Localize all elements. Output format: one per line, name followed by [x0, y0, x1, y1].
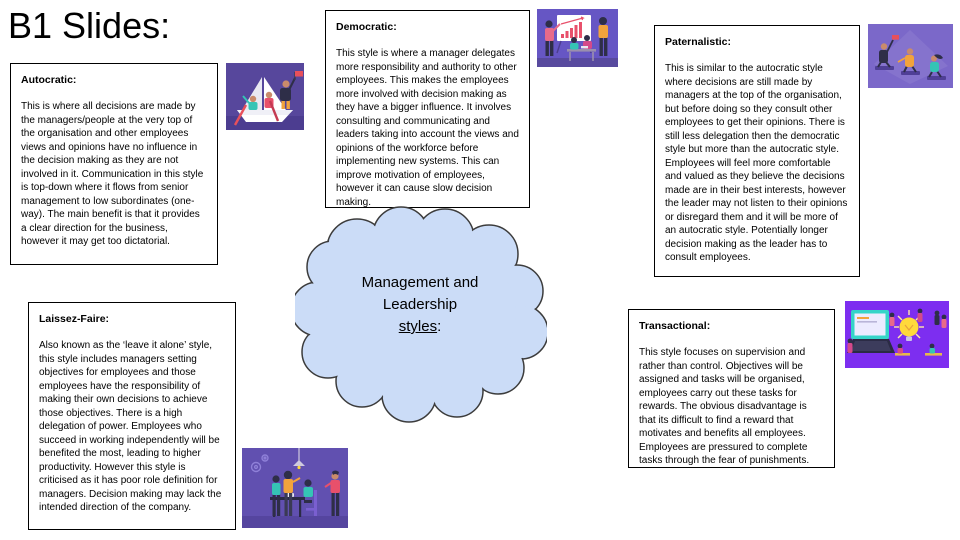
cloud-title-line1: Management and: [361, 274, 479, 291]
textbox-paternalistic[interactable]: [654, 25, 860, 277]
textbox-autocratic-body: This is where all decisions are made by the managers/people at the very top of the organisation and other employees views and opinions have no influence in the decision making as they are not involved in it. Communication in this style is top-down where it flows from senior management to low subordinates (one-way). The main benefit is that it provides a clear direction for the business, however it may get too dictatorial.: [21, 101, 204, 248]
textbox-democratic-body: This style is where a manager delegates more responsibility and authority to other employees. This makes the employees more involved with decision making as they have a bigger influence. It involves consulting and communicating and leaders taking into account the views and opinions of the workforce before implementing new systems. This can improve motivation of employees, however it can cause slow decision making.: [336, 48, 519, 208]
floor: [537, 58, 618, 67]
page-title: B1 Slides:: [8, 5, 171, 46]
cloud-title-line2: Leadership: [382, 296, 458, 313]
textbox-paternalistic-title: Paternalistic:: [665, 36, 731, 48]
team-meeting-illustration[interactable]: [242, 448, 348, 528]
cloud-title-underlined: styles: [398, 318, 438, 335]
leaders-on-podiums-illustration[interactable]: [868, 24, 953, 88]
textbox-laissez-faire[interactable]: [28, 302, 236, 530]
textbox-paternalistic-body: This is similar to the autocratic style where decisions are still made by managers at the top of the organisation, but before doing so they consult other employees to get their opinions. There is still less delegation then the democratic style but more than the autocratic style. Employees will feel more comfortable and valued as they believe the decisions made are in their best interests, however the leader may not listen to their opinions or disregard them and it will be more of an autocratic style. Potentially longer decision making as the leader has to consult employees.: [665, 63, 848, 264]
team-presentation-illustration[interactable]: [537, 9, 618, 67]
textbox-laissez-faire-title: Laissez-Faire:: [39, 313, 110, 325]
cloud-title-line3: [320, 316, 520, 338]
red-flag-icon: [295, 71, 303, 77]
textbox-democratic-title: Democratic:: [336, 21, 397, 33]
paper-boat-illustration[interactable]: [226, 63, 304, 130]
textbox-transactional-body: This style focuses on supervision and rather than control. Objectives will be assigned and tasks will be organised, employees carry out these tasks for rewards. The obvious disadvantage is that its difficult to find a reward that motivates and benefits all employees. Employees are pressured to complete tasks through the fear of punishments.: [639, 347, 810, 467]
floor: [242, 516, 348, 528]
cloud-title: [320, 272, 520, 338]
textbox-transactional[interactable]: [628, 309, 835, 468]
textbox-autocratic-title: Autocratic:: [21, 74, 77, 86]
laptop-icon: [847, 310, 895, 353]
textbox-autocratic[interactable]: [10, 63, 218, 265]
red-flag-icon: [892, 35, 899, 40]
collaboration-idea-illustration[interactable]: [845, 301, 949, 368]
cloud-title-colon: :: [437, 318, 442, 335]
textbox-democratic[interactable]: [325, 10, 530, 208]
textbox-laissez-faire-body: Also known as the ‘leave it alone’ style, this style includes managers setting objectives for employees and those employees have the responsibility of making their own decisions to achieve those objectives. There is a high delegation of power. Employees who succeed in working independently will be benefited the most, leading to higher productivity. However this style is criticised as it has poor role definition for managers. Decision making may lack the intended direction of the company.: [39, 340, 222, 514]
textbox-transactional-title: Transactional:: [639, 320, 711, 332]
